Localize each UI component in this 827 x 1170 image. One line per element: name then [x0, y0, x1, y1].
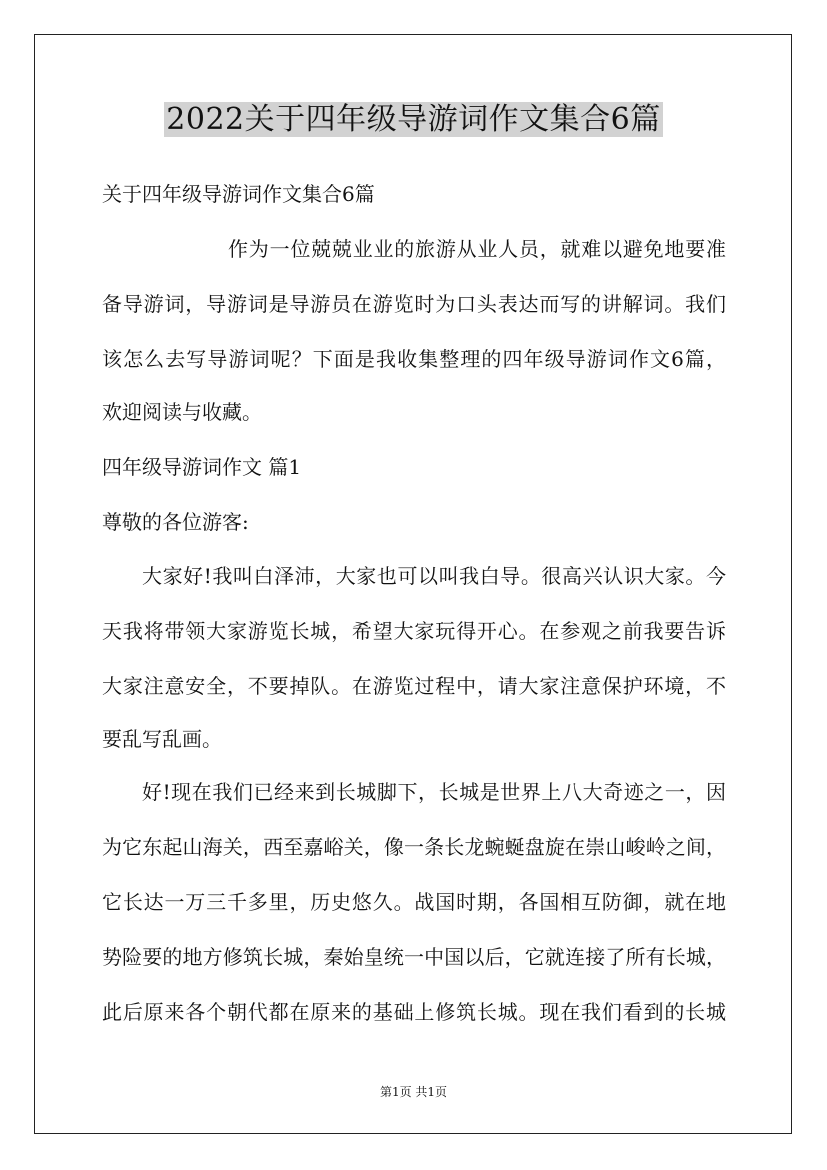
paragraph-2-line-5: 此后原来各个朝代都在原来的基础上修筑长城。现在我们看到的长城	[102, 1000, 726, 1024]
intro-line-1: 作为一位兢兢业业的旅游从业人员，就难以避免地要准	[228, 237, 726, 261]
paragraph-2-line-3: 它长达一万三千多里，历史悠久。战国时期，各国相互防御，就在地	[102, 890, 726, 914]
document-title-row	[0, 98, 827, 142]
subtitle-line: 关于四年级导游词作文集合6篇	[102, 182, 375, 206]
section-heading: 四年级导游词作文 篇1	[102, 455, 302, 479]
paragraph-1-line-3: 大家注意安全，不要掉队。在游览过程中，请大家注意保护环境，不	[102, 674, 726, 698]
document-title: 2022关于四年级导游词作文集合6篇	[166, 102, 661, 137]
paragraph-2-line-2: 为它东起山海关，西至嘉峪关，像一条长龙蜿蜒盘旋在崇山峻岭之间，	[102, 835, 726, 859]
paragraph-1-line-1: 大家好!我叫白泽沛，大家也可以叫我白导。很高兴认识大家。今	[142, 564, 726, 588]
intro-line-2: 备导游词，导游词是导游员在游览时为口头表达而写的讲解词。我们	[102, 292, 726, 316]
greeting-line: 尊敬的各位游客:	[102, 510, 249, 534]
paragraph-2-line-1: 好!现在我们已经来到长城脚下，长城是世界上八大奇迹之一，因	[142, 780, 726, 804]
paragraph-1-line-2: 天我将带领大家游览长城，希望大家玩得开心。在参观之前我要告诉	[102, 619, 726, 643]
paragraph-2-line-4: 势险要的地方修筑长城，秦始皇统一中国以后，它就连接了所有长城，	[102, 945, 726, 969]
paragraph-1-line-4: 要乱写乱画。	[102, 727, 222, 751]
intro-line-3: 该怎么去写导游词呢？下面是我收集整理的四年级导游词作文6篇，	[102, 347, 726, 371]
intro-line-4: 欢迎阅读与收藏。	[102, 400, 262, 424]
page-footer: 第1页 共1页	[379, 1085, 448, 1099]
